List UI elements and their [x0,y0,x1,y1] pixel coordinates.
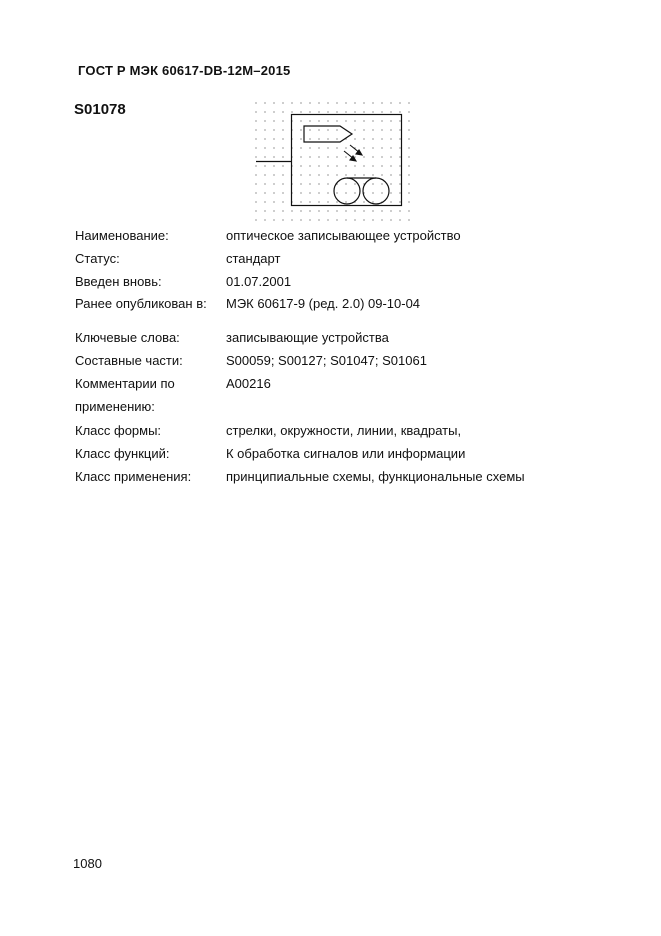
optical-recorder-symbol-icon [252,98,417,225]
reels [334,178,389,204]
function-class-label: Класс функций: [75,446,170,461]
comments-label-line2: применению: [75,399,155,414]
symbol-frame [292,115,402,206]
name-value: оптическое записывающее устройство [226,228,461,243]
introduced-label: Введен вновь: [75,274,162,289]
parts-value: S00059; S00127; S01047; S01061 [226,353,427,368]
status-label: Статус: [75,251,120,266]
shape-class-label: Класс формы: [75,423,162,438]
page-number: 1080 [73,856,102,871]
keywords-value: записывающие устройства [226,330,389,345]
published-value: МЭК 60617-9 (ред. 2.0) 09-10-04 [226,296,421,311]
application-class-value: принципиальные схемы, функциональные схемы [226,469,525,484]
introduced-value: 01.07.2001 [226,274,292,289]
document-header: ГОСТ Р МЭК 60617-DB-12M–2015 [78,63,291,78]
keywords-label: Ключевые слова: [75,330,180,345]
light-rays [344,145,362,161]
published-label: Ранее опубликован в: [75,296,207,311]
comments-label-line1: Комментарии по [75,376,175,391]
optical-source-arrow-shape [304,126,352,142]
name-label: Наименование: [75,228,169,243]
status-value: стандарт [226,251,281,266]
comments-value: A00216 [226,376,271,391]
symbol-code: S01078 [74,101,126,118]
parts-label: Составные части: [75,353,183,368]
shape-class-value: стрелки, окружности, линии, квадраты, [226,423,462,438]
application-class-label: Класс применения: [75,469,192,484]
function-class-value: К обработка сигналов или информации [226,446,466,461]
